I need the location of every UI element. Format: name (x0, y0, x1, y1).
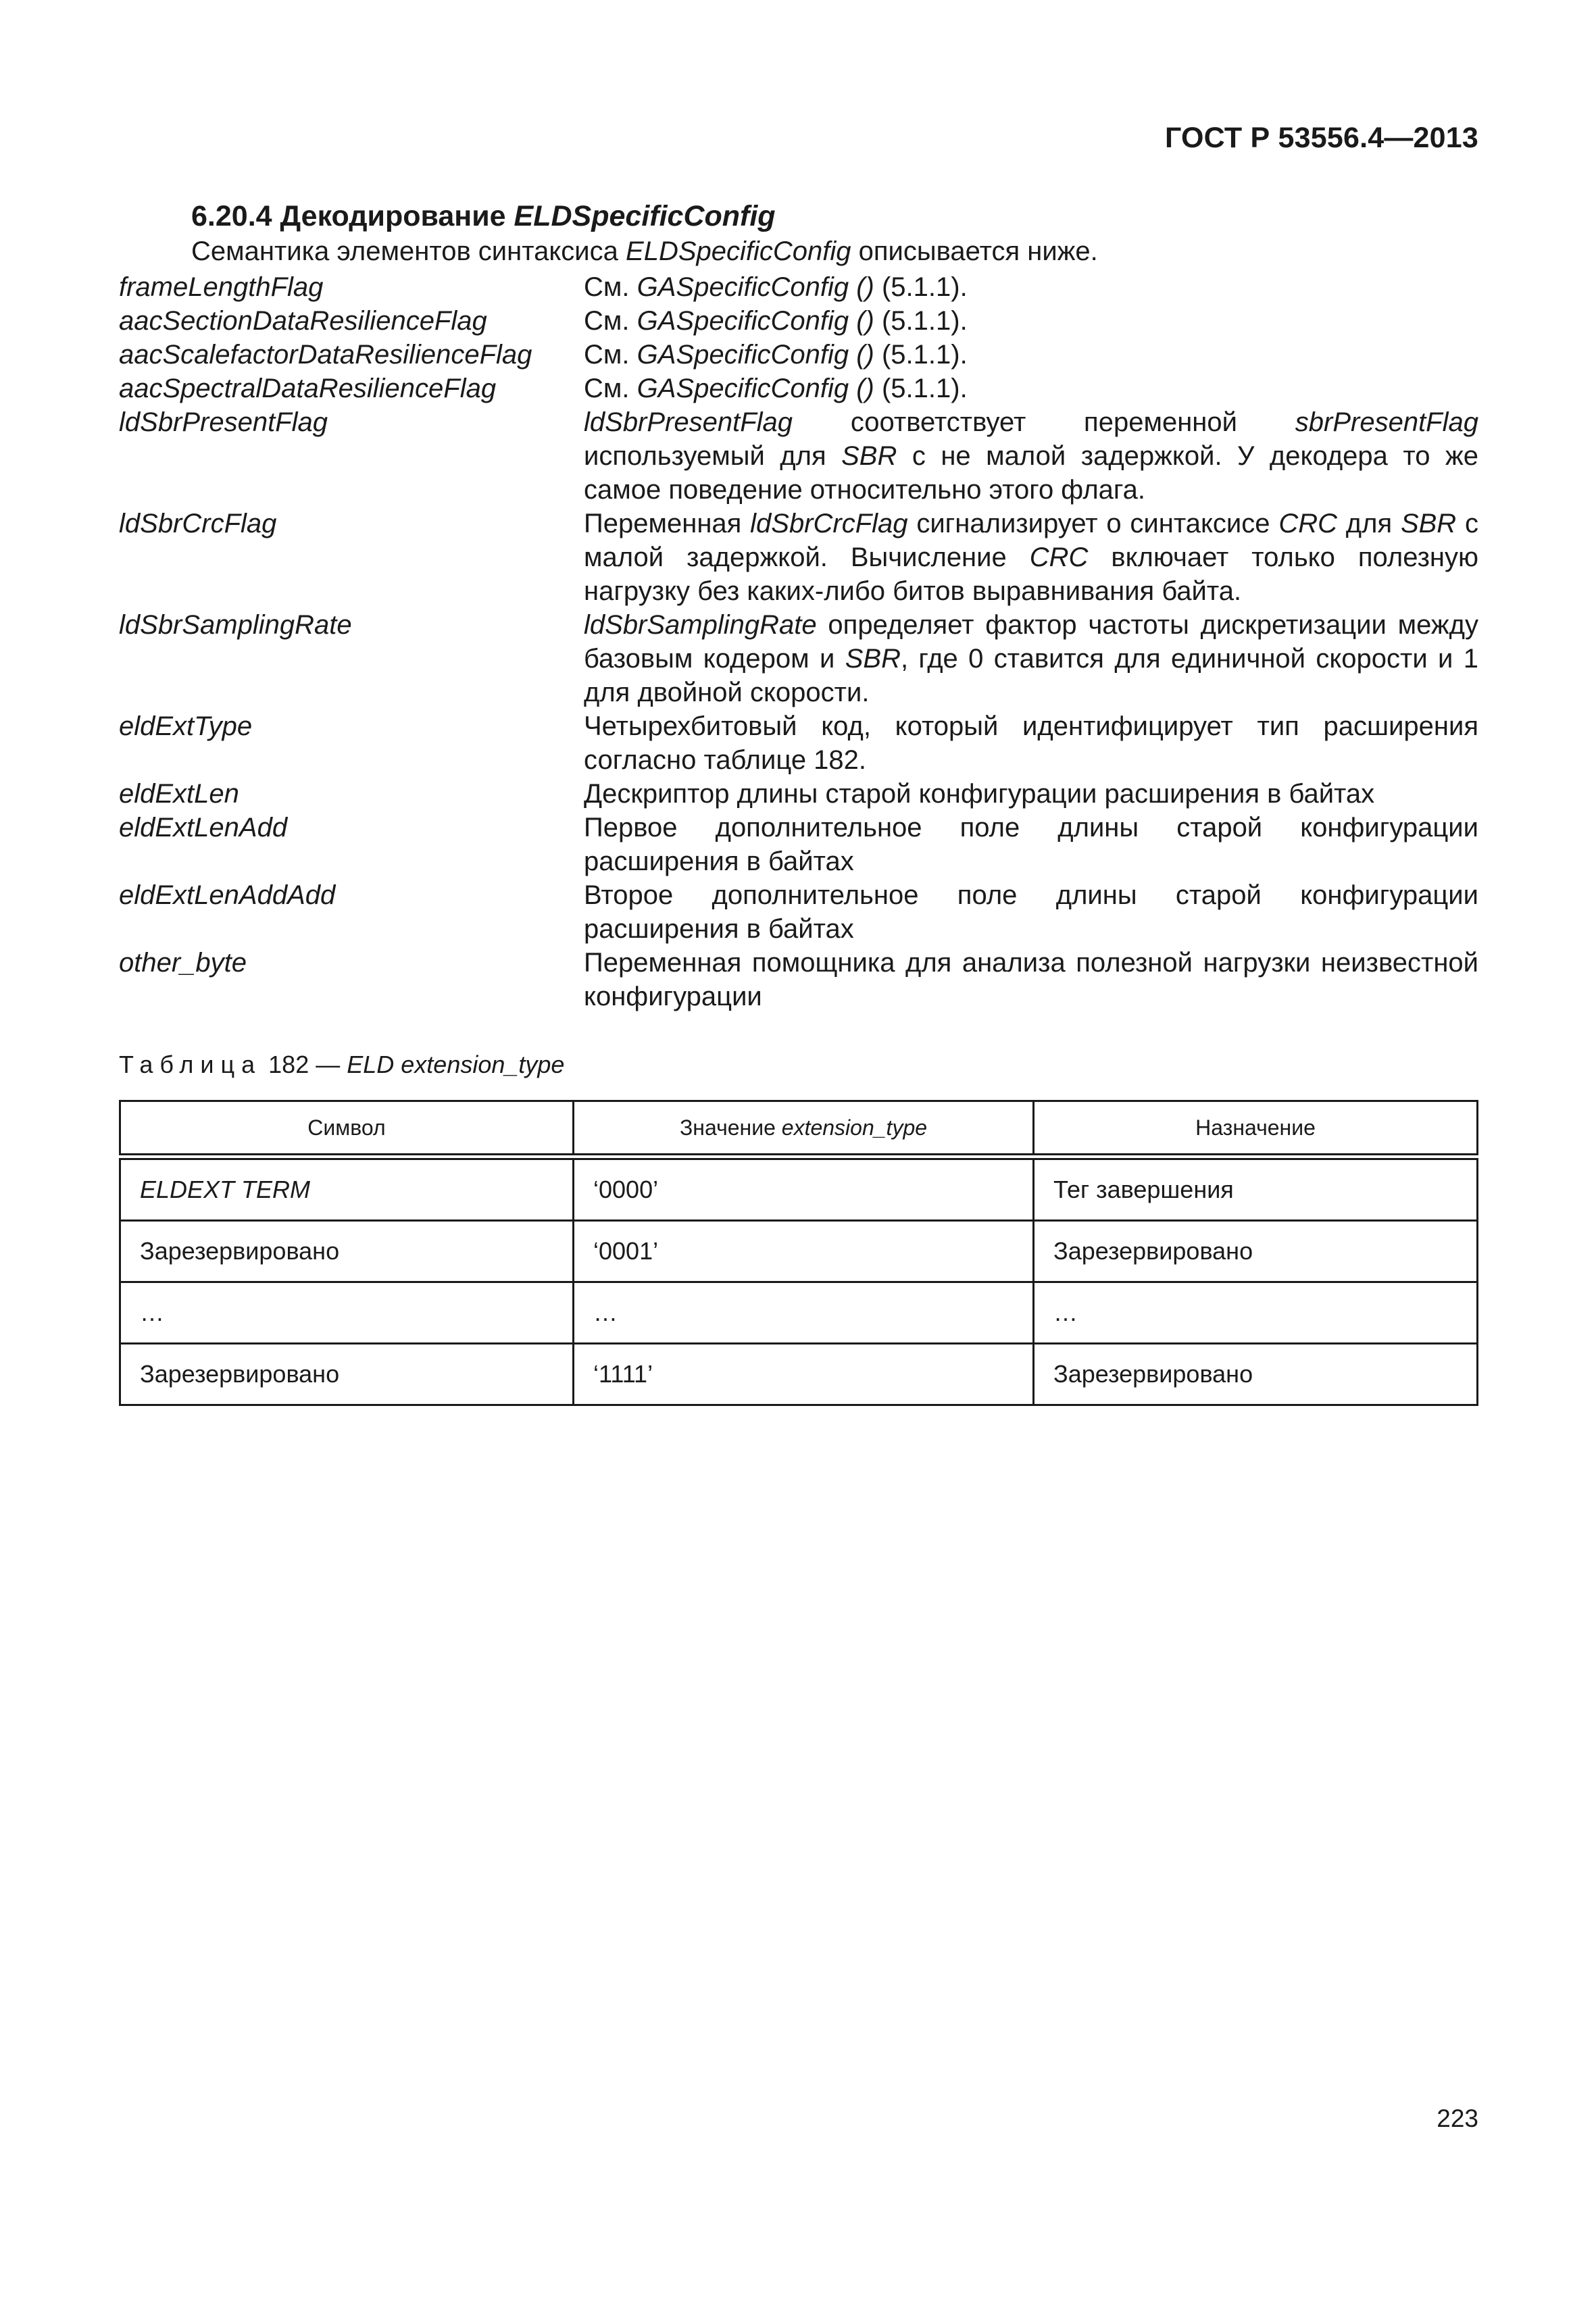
description-italic: GASpecificConfig () (637, 340, 874, 370)
table-row (120, 1344, 1478, 1405)
cell-value: ‘1111’ (574, 1344, 1034, 1405)
page-number: 223 (1437, 2105, 1478, 2132)
header-value (574, 1101, 1034, 1157)
description-text: с не малой задержкой. У декодера то же самое поведение относительно этого флага. (584, 441, 1478, 505)
description-text: Четырехбитовый код, который идентифицирует тип расширения согласно таблице 182. (584, 711, 1478, 775)
definition-row (119, 270, 1478, 304)
definition-row (119, 608, 1478, 709)
description-text: используемый для (584, 441, 842, 471)
definition-description (584, 304, 1478, 338)
description-italic: SBR (841, 441, 897, 471)
definition-term: eldExtLenAdd (119, 813, 288, 842)
description-italic: SBR (845, 644, 901, 674)
cell-purpose: Зарезервировано (1034, 1344, 1478, 1405)
table-caption-title: ELD extension_type (347, 1051, 565, 1078)
description-text: (5.1.1). (874, 374, 968, 403)
definition-description (584, 811, 1478, 878)
description-text: См. (584, 306, 637, 336)
definition-term: aacSpectralDataResilienceFlag (119, 374, 497, 403)
description-italic: SBR (1400, 509, 1457, 538)
header-value-italic: extension_type (781, 1115, 928, 1140)
cell-purpose: Тег завершения (1034, 1157, 1478, 1221)
description-italic: ldSbrCrcFlag (750, 509, 908, 538)
definition-term: aacScalefactorDataResilienceFlag (119, 340, 532, 370)
section-title (191, 200, 776, 233)
description-text: Первое дополнительное поле длины старой конфигурации расширения в байтах (584, 813, 1478, 876)
table-body (120, 1157, 1478, 1405)
definition-row (119, 709, 1478, 777)
cell-symbol: ELDEXT TERM (120, 1157, 574, 1221)
definition-term: ldSbrPresentFlag (119, 407, 328, 437)
definition-description (584, 946, 1478, 1013)
cell-purpose: … (1034, 1282, 1478, 1344)
definition-description (584, 777, 1478, 811)
section-intro (191, 236, 1098, 267)
table-caption-label: Таблица (119, 1051, 262, 1078)
cell-value: ‘0001’ (574, 1221, 1034, 1282)
description-text: Переменная помощника для анализа полезной нагрузки неизвестной конфигурации (584, 948, 1478, 1011)
intro-prefix: Семантика элементов синтаксиса (191, 236, 626, 266)
definition-description (584, 270, 1478, 304)
table-caption-number: 182 — (261, 1051, 347, 1078)
intro-italic: ELDSpecificConfig (626, 236, 851, 266)
definition-description (584, 709, 1478, 777)
cell-symbol: Зарезервировано (120, 1221, 574, 1282)
definition-row (119, 811, 1478, 878)
description-text: См. (584, 272, 637, 302)
description-text: См. (584, 340, 637, 370)
table-row (120, 1282, 1478, 1344)
description-italic: CRC (1278, 509, 1337, 538)
definition-row (119, 878, 1478, 946)
definition-row (119, 304, 1478, 338)
cell-purpose: Зарезервировано (1034, 1221, 1478, 1282)
definition-term: ldSbrCrcFlag (119, 509, 277, 538)
definition-term: eldExtLenAddAdd (119, 880, 336, 910)
document-header: ГОСТ Р 53556.4—2013 (1165, 122, 1478, 154)
description-text: , где 0 ставится для единичной скорости и 1 для двойной скорости. (584, 644, 1478, 707)
definition-description (584, 372, 1478, 405)
table-header-row (120, 1101, 1478, 1157)
description-italic: ldSbrPresentFlag (584, 407, 793, 437)
definition-term: eldExtType (119, 711, 253, 741)
description-text: для (1337, 509, 1401, 538)
description-text: с малой задержкой. Вычисление (584, 509, 1478, 572)
description-text: (5.1.1). (874, 340, 968, 370)
description-text: Переменная (584, 509, 751, 538)
section-title-italic: ELDSpecificConfig (514, 200, 776, 232)
table-row (120, 1157, 1478, 1221)
description-text: определяет фактор частоты дискретизации между базовым кодером и (584, 610, 1478, 674)
definition-row (119, 405, 1478, 507)
cell-value: … (574, 1282, 1034, 1344)
description-text: соответствует переменной (793, 407, 1295, 437)
section-title-text: 6.20.4 Декодирование (191, 200, 514, 232)
definition-row (119, 507, 1478, 608)
description-italic: sbrPresentFlag (1295, 407, 1478, 437)
definition-description (584, 608, 1478, 709)
table-caption (119, 1051, 564, 1079)
description-text: (5.1.1). (874, 306, 968, 336)
definition-term: other_byte (119, 948, 247, 978)
description-italic: CRC (1029, 543, 1089, 572)
cell-value: ‘0000’ (574, 1157, 1034, 1221)
cell-symbol: … (120, 1282, 574, 1344)
definition-term: frameLengthFlag (119, 272, 324, 302)
definition-row (119, 946, 1478, 1013)
description-text: (5.1.1). (874, 272, 968, 302)
description-italic: GASpecificConfig () (637, 272, 874, 302)
description-italic: ldSbrSamplingRate (584, 610, 817, 640)
definitions-list (119, 270, 1478, 1013)
header-value-text: Значение (679, 1115, 782, 1140)
description-text: См. (584, 374, 637, 403)
table-row (120, 1221, 1478, 1282)
extension-type-table (119, 1100, 1478, 1406)
description-italic: GASpecificConfig () (637, 374, 874, 403)
description-text: Второе дополнительное поле длины старой конфигурации расширения в байтах (584, 880, 1478, 944)
definition-description (584, 507, 1478, 608)
definition-term: eldExtLen (119, 779, 239, 809)
description-text: Дескриптор длины старой конфигурации расширения в байтах (584, 779, 1375, 809)
definition-term: ldSbrSamplingRate (119, 610, 352, 640)
cell-symbol: Зарезервировано (120, 1344, 574, 1405)
description-text: включает только полезную нагрузку без каких-либо битов выравнивания байта. (584, 543, 1478, 606)
definition-description (584, 338, 1478, 372)
definition-row (119, 338, 1478, 372)
definition-term: aacSectionDataResilienceFlag (119, 306, 487, 336)
header-symbol: Символ (120, 1101, 574, 1157)
definition-row (119, 777, 1478, 811)
intro-suffix: описывается ниже. (851, 236, 1098, 266)
definition-description (584, 878, 1478, 946)
header-purpose: Назначение (1034, 1101, 1478, 1157)
description-italic: GASpecificConfig () (637, 306, 874, 336)
description-text: сигнализирует о синтаксисе (907, 509, 1279, 538)
definition-description (584, 405, 1478, 507)
definition-row (119, 372, 1478, 405)
